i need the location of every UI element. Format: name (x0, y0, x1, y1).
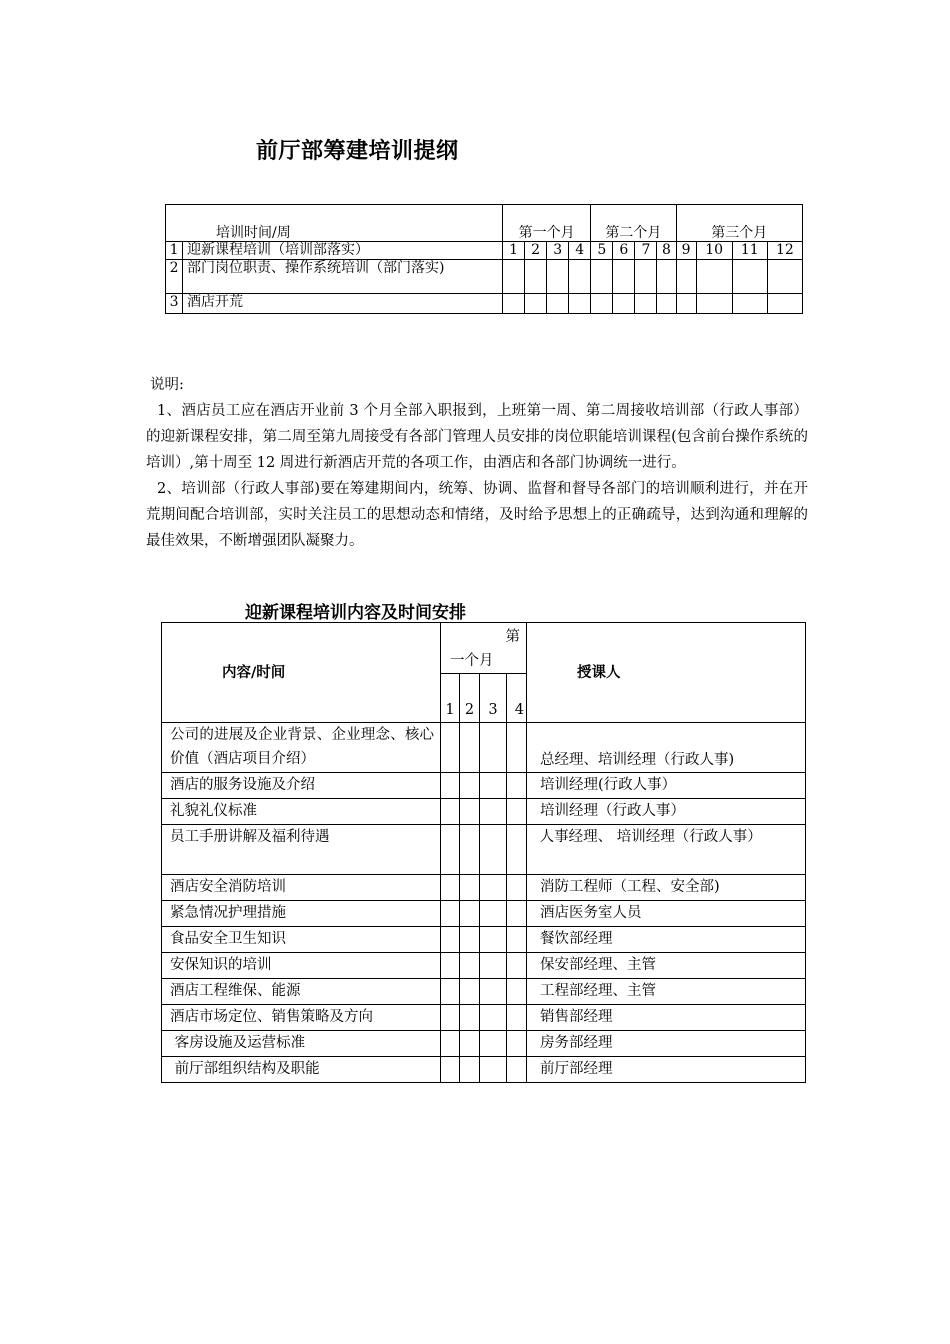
schedule-header-row (166, 205, 803, 242)
week-cell: 4 (569, 242, 591, 260)
lecturer-cell: 培训经理（行政人事） (527, 799, 806, 825)
lecturer-cell: 前厅部经理 (527, 1057, 806, 1083)
month-header (441, 623, 527, 674)
table-row (162, 927, 806, 953)
notes-section (146, 372, 808, 554)
table-row (162, 953, 806, 979)
row-number: 1 (166, 242, 183, 260)
schedule-month-1: 第一个月 (503, 205, 591, 242)
notes-paragraph-1: 1、酒店员工应在酒店开业前 3 个月全部入职报到，上班第一周、第二周接收培训部（行政人事部）的迎新课程安排，第二周至第九周接受有各部门管理人员安排的岗位职能培训课程(包含前台操作系统的培训）,第十周至 12 周进行新酒店开荒的各项工作，由酒店和各部门协调统一进行。 (146, 403, 808, 471)
document-title: 前厅部筹建培训提纲 (256, 139, 459, 164)
row-name: 迎新课程培训（培训部落实） (183, 242, 503, 260)
table-row (162, 773, 806, 799)
notes-label: 说明: (150, 377, 184, 393)
notes-paragraph-2: 2、培训部（行政人事部)要在筹建期间内，统筹、协调、监督和督导各部门的培训顺利进行，并在开荒期间配合培训部，实时关注员工的思想动态和情绪，及时给予思想上的正确疏导，达到沟通和理解的最佳效果，不断增强团队凝聚力。 (146, 481, 808, 549)
week-cell: 4 (507, 674, 527, 723)
week-cell: 10 (696, 242, 732, 260)
orientation-title: 迎新课程培训内容及时间安排 (245, 603, 466, 623)
orientation-table (161, 622, 806, 1083)
table-row (162, 875, 806, 901)
table-row (162, 825, 806, 875)
lecturer-cell: 酒店医务室人员 (527, 901, 806, 927)
week-cell: 5 (591, 242, 613, 260)
table-row (162, 1005, 806, 1031)
orientation-header-row (162, 623, 806, 674)
content-cell: 礼貌礼仪标准 (162, 799, 441, 825)
lecturer-cell: 餐饮部经理 (527, 927, 806, 953)
schedule-header-label: 培训时间/周 (166, 205, 503, 242)
week-cell: 2 (460, 674, 480, 723)
week-cell: 2 (525, 242, 547, 260)
week-cell: 9 (676, 242, 696, 260)
table-row (162, 799, 806, 825)
content-cell: 食品安全卫生知识 (162, 927, 441, 953)
lecturer-cell: 销售部经理 (527, 1005, 806, 1031)
content-cell: 客房设施及运营标准 (162, 1031, 441, 1057)
lecturer-cell: 消防工程师（工程、安全部) (527, 875, 806, 901)
schedule-month-2: 第二个月 (591, 205, 676, 242)
lecturer-cell: 人事经理、 培训经理（行政人事） (527, 825, 806, 875)
training-schedule-table (165, 204, 803, 314)
schedule-row (166, 242, 803, 260)
schedule-row (166, 260, 803, 294)
table-row (162, 1031, 806, 1057)
content-cell: 酒店的服务设施及介绍 (162, 773, 441, 799)
lecturer-cell: 保安部经理、主管 (527, 953, 806, 979)
week-cell: 1 (503, 242, 525, 260)
schedule-month-3: 第三个月 (676, 205, 802, 242)
schedule-row (166, 294, 803, 314)
content-cell: 员工手册讲解及福利待遇 (162, 825, 441, 875)
content-cell: 公司的进展及企业背景、企业理念、核心价值（酒店项目介绍） (162, 723, 441, 773)
row-name: 部门岗位职责、操作系统培训（部门落实) (183, 260, 503, 294)
week-cell: 3 (547, 242, 569, 260)
week-cell: 8 (657, 242, 676, 260)
content-cell: 酒店市场定位、销售策略及方向 (162, 1005, 441, 1031)
content-cell: 安保知识的培训 (162, 953, 441, 979)
week-cell: 7 (635, 242, 657, 260)
content-header: 内容/时间 (162, 623, 441, 723)
week-cell: 11 (732, 242, 767, 260)
table-row (162, 901, 806, 927)
row-number: 2 (166, 260, 183, 294)
month-header-line2: 一个月 (450, 653, 494, 669)
table-row (162, 723, 806, 773)
lecturer-cell: 房务部经理 (527, 1031, 806, 1057)
row-name: 酒店开荒 (183, 294, 503, 314)
content-cell: 酒店工程维保、能源 (162, 979, 441, 1005)
week-cell: 3 (480, 674, 507, 723)
week-cell: 6 (613, 242, 635, 260)
week-cell: 1 (441, 674, 460, 723)
content-cell: 酒店安全消防培训 (162, 875, 441, 901)
lecturer-cell: 工程部经理、主管 (527, 979, 806, 1005)
table-row (162, 1057, 806, 1083)
row-number: 3 (166, 294, 183, 314)
lecturer-header: 授课人 (527, 623, 806, 723)
content-cell: 前厅部组织结构及职能 (162, 1057, 441, 1083)
week-cell: 12 (767, 242, 802, 260)
lecturer-cell: 培训经理(行政人事） (527, 773, 806, 799)
table-row (162, 979, 806, 1005)
month-header-line1: 第 (505, 629, 520, 645)
lecturer-cell: 总经理、培训经理（行政人事) (527, 723, 806, 773)
content-cell: 紧急情况护理措施 (162, 901, 441, 927)
